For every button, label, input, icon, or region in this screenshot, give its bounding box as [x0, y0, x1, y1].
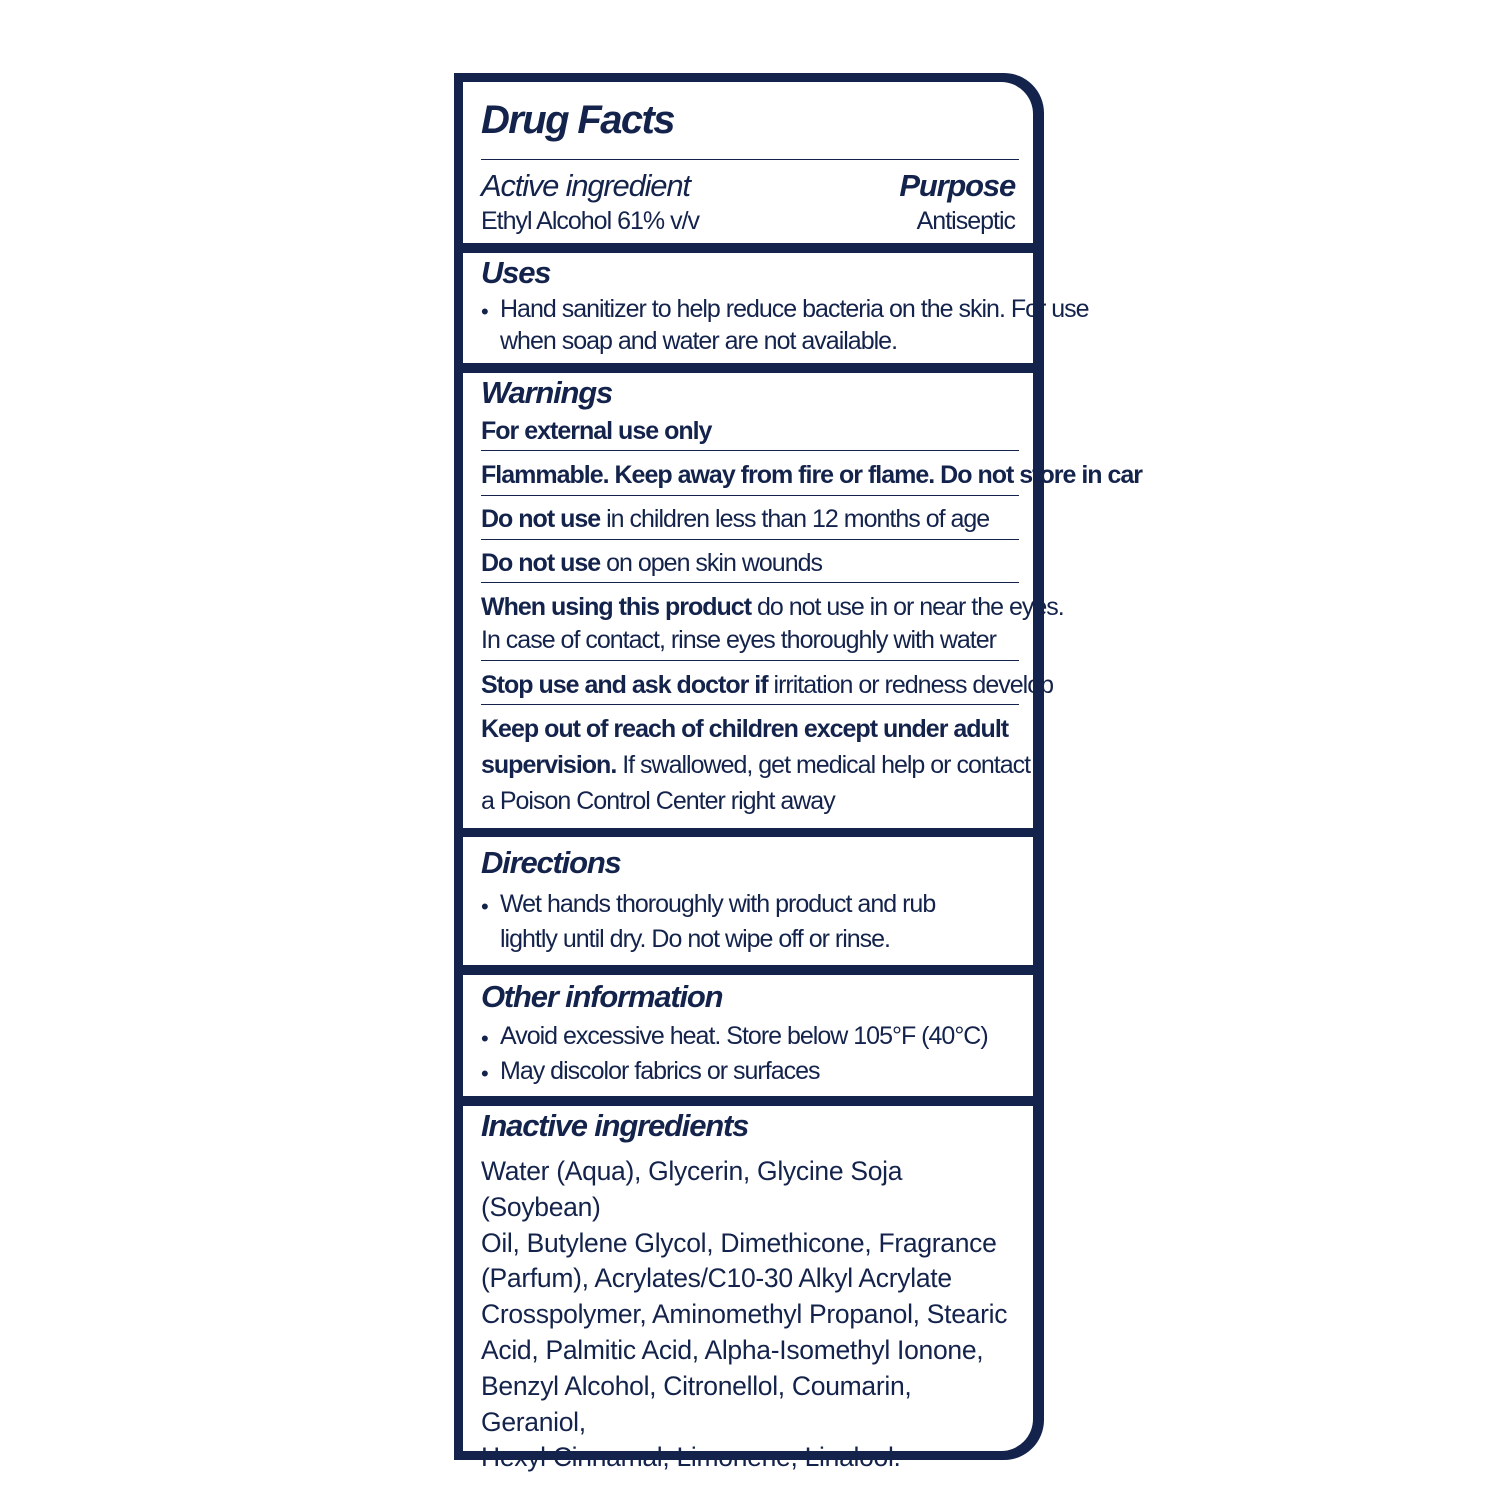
warning-divider [481, 539, 1019, 540]
flammable-warning: Flammable. Keep away from fire or flame. Do not store in car [481, 461, 1143, 489]
stop-use-warning: Stop use and ask doctor if irritation or redness develop [481, 671, 1054, 699]
other-info-item-1: Avoid excessive heat. Store below 105°F (40°C) [500, 1022, 988, 1050]
directions-panel [463, 837, 1033, 965]
other-information-panel [463, 975, 1033, 1096]
uses-line-2: when soap and water are not available. [500, 327, 898, 355]
do-not-use-label: Do not use [481, 549, 601, 577]
warning-divider [481, 660, 1019, 661]
bullet-icon: • [481, 299, 489, 324]
inactive-line: Crosspolymer, Aminomethyl Propanol, Stearic [481, 1299, 1008, 1330]
purpose-value: Antiseptic [916, 207, 1015, 235]
supervision-label: supervision. [481, 751, 617, 779]
warning-divider [481, 495, 1019, 496]
warnings-panel [463, 373, 1143, 828]
drug-facts-label [454, 73, 1143, 1473]
directions-line-1: Wet hands thoroughly with product and rub [500, 890, 936, 918]
inactive-ingredients-heading: Inactive ingredients [481, 1108, 749, 1143]
inactive-ingredients-list [481, 1154, 1021, 1476]
bullet-icon: • [481, 1026, 489, 1051]
warning-divider [481, 704, 1019, 705]
external-use-only: For external use only [481, 417, 712, 445]
purpose-heading: Purpose [899, 168, 1015, 203]
uses-line-1: Hand sanitizer to help reduce bacteria on the skin. For use [500, 295, 1089, 323]
do-not-use-children: Do not use in children less than 12 months of age [481, 505, 990, 533]
directions-line-2: lightly until dry. Do not wipe off or rinse. [500, 925, 890, 953]
when-using-label: When using this product [481, 593, 752, 621]
inactive-line: (Parfum), Acrylates/C10-30 Alkyl Acrylate [481, 1263, 952, 1294]
drug-facts-title: Drug Facts [481, 98, 674, 142]
other-information-heading: Other information [481, 979, 723, 1014]
title-divider [481, 159, 1019, 160]
inactive-line: Water (Aqua), Glycerin, Glycine Soja (Soybean) [481, 1156, 903, 1222]
inactive-line: Acid, Palmitic Acid, Alpha-Isomethyl Ionone, [481, 1334, 984, 1365]
when-using-line-2: In case of contact, rinse eyes thoroughly with water [481, 626, 996, 654]
inactive-line: Benzyl Alcohol, Citronellol, Coumarin, Geraniol, [481, 1370, 912, 1437]
inactive-ingredients-panel [463, 1106, 1033, 1473]
do-not-use-wounds: Do not use on open skin wounds [481, 549, 823, 577]
warnings-heading: Warnings [481, 375, 613, 410]
keep-out-of-reach-line-3: a Poison Control Center right away [481, 787, 835, 815]
active-ingredient-value: Ethyl Alcohol 61% v/v [481, 207, 700, 235]
bullet-icon: • [481, 894, 489, 919]
other-info-item-2: May discolor fabrics or surfaces [500, 1057, 820, 1085]
stop-use-label: Stop use and ask doctor if [481, 671, 768, 699]
active-ingredient-heading: Active ingredient [481, 168, 690, 203]
keep-out-of-reach-line-2: supervision. If swallowed, get medical help or contact [481, 751, 1031, 779]
warning-divider [481, 450, 1019, 451]
when-using-warning: When using this product do not use in or near the eyes. [481, 593, 1064, 621]
uses-panel [463, 253, 1089, 363]
directions-heading: Directions [481, 845, 621, 880]
uses-heading: Uses [481, 255, 551, 290]
inactive-line: Oil, Butylene Glycol, Dimethicone, Fragrance [481, 1227, 997, 1258]
do-not-use-label: Do not use [481, 505, 601, 533]
active-ingredient-panel [463, 82, 1033, 243]
inactive-line: Hexyl Cinnamal, Limonene, Linalool. [481, 1442, 901, 1473]
keep-out-of-reach-line-1: Keep out of reach of children except under adult [481, 715, 1009, 743]
warning-divider [481, 582, 1019, 583]
bullet-icon: • [481, 1061, 489, 1086]
